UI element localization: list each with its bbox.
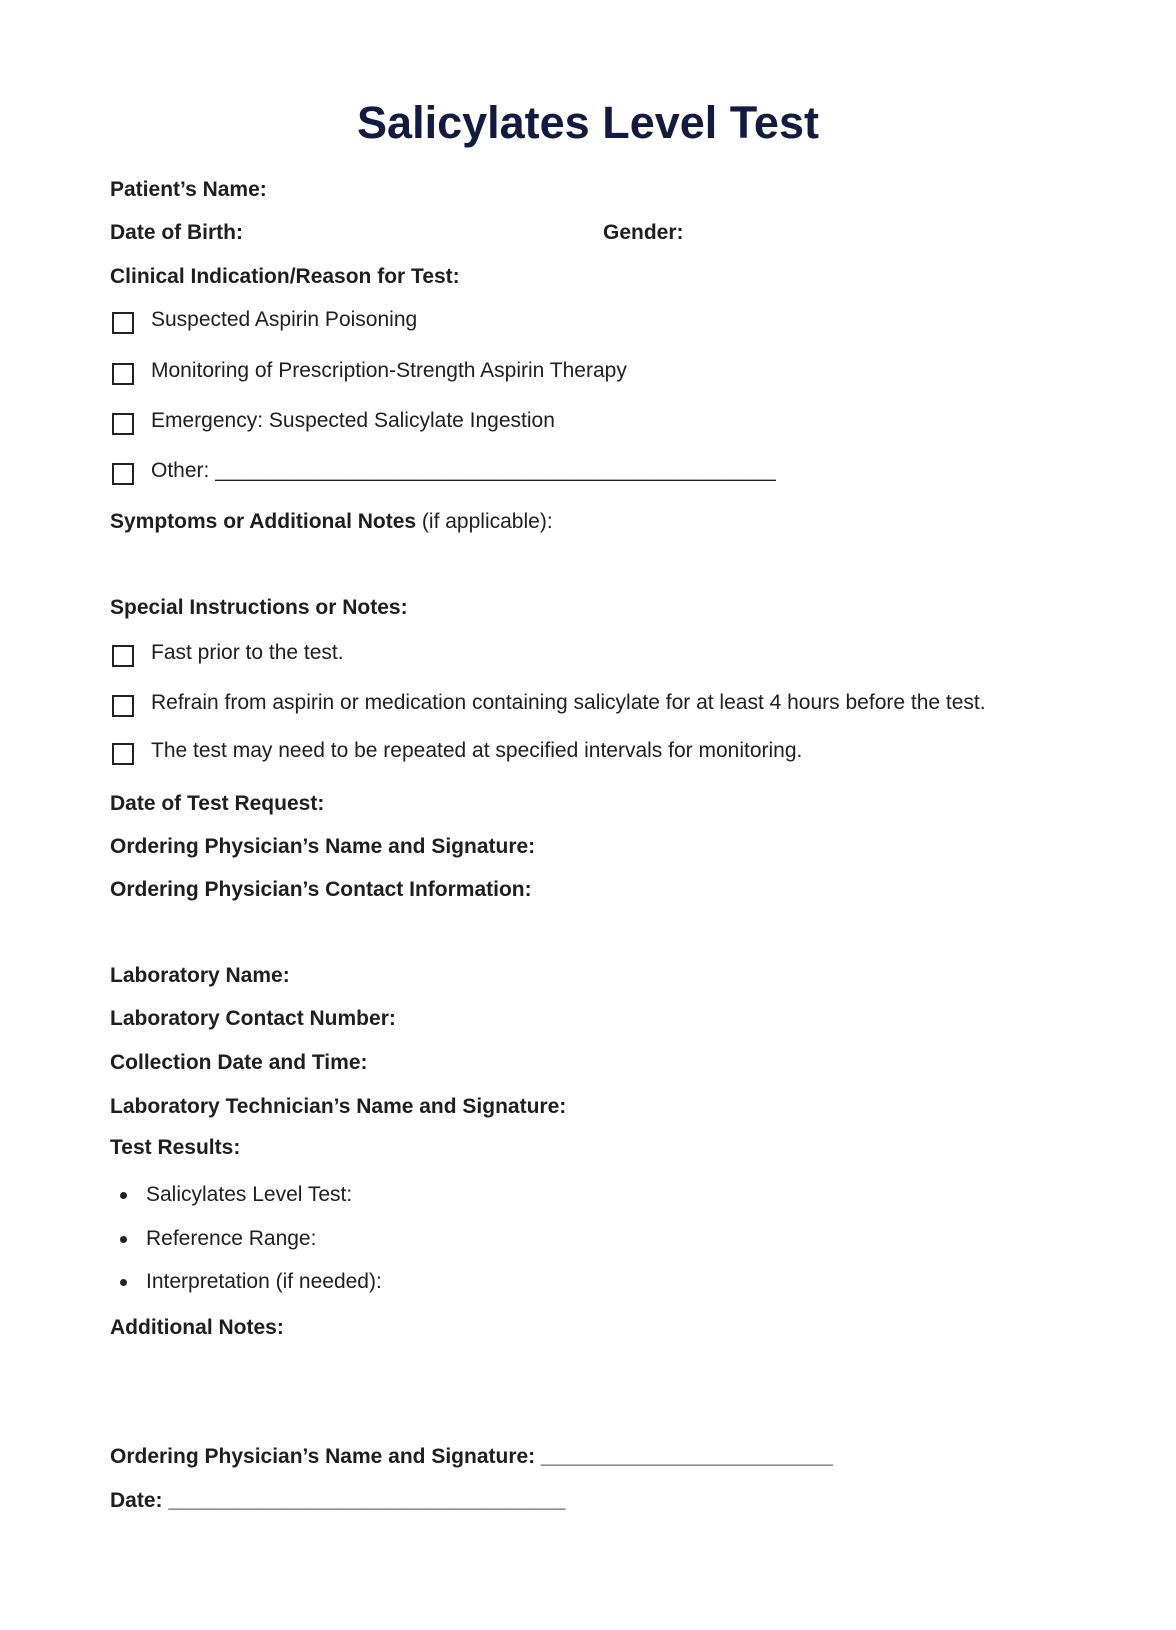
lab-name-label: Laboratory Name: — [110, 964, 290, 987]
technician-label: Laboratory Technician’s Name and Signature: — [110, 1095, 567, 1118]
option-label: Refrain from aspirin or medication containing salicylate for at least 4 hours before the test. — [151, 691, 986, 714]
special-option[interactable] — [112, 690, 986, 716]
date-request-label: Date of Test Request: — [110, 792, 325, 815]
gender-label: Gender: — [603, 221, 684, 244]
collection-label: Collection Date and Time: — [110, 1051, 368, 1074]
result-item — [120, 1226, 316, 1252]
indication-option[interactable] — [112, 358, 627, 384]
option-label: Emergency: Suspected Salicylate Ingestion — [151, 409, 555, 432]
symptoms-label-suffix: (if applicable): — [416, 510, 553, 533]
checkbox[interactable] — [112, 463, 134, 485]
result-label: Interpretation (if needed): — [146, 1270, 382, 1293]
dob-label: Date of Birth: — [110, 221, 243, 244]
checkbox[interactable] — [112, 695, 134, 717]
result-label: Reference Range: — [146, 1227, 317, 1250]
physician-signature-label: Ordering Physician’s Name and Signature: — [110, 835, 536, 858]
test-results-label: Test Results: — [110, 1136, 241, 1159]
page-title: Salicylates Level Test — [357, 97, 819, 148]
special-instructions-label: Special Instructions or Notes: — [110, 596, 408, 619]
symptoms-label — [110, 509, 553, 535]
result-label: Salicylates Level Test: — [146, 1183, 353, 1206]
result-item — [120, 1269, 382, 1295]
option-label: The test may need to be repeated at specified intervals for monitoring. — [151, 739, 803, 762]
physician-contact-label: Ordering Physician’s Contact Information: — [110, 878, 532, 901]
option-label: Suspected Aspirin Poisoning — [151, 308, 418, 331]
lab-contact-label: Laboratory Contact Number: — [110, 1007, 396, 1030]
checkbox[interactable] — [112, 743, 134, 765]
checkbox[interactable] — [112, 645, 134, 667]
bullet-icon — [120, 1279, 127, 1286]
special-option[interactable] — [112, 640, 344, 666]
option-label: Other: ________________________________________________ — [151, 459, 776, 482]
bullet-icon — [120, 1192, 127, 1199]
checkbox[interactable] — [112, 413, 134, 435]
checkbox[interactable] — [112, 312, 134, 334]
option-label: Fast prior to the test. — [151, 641, 344, 664]
indication-option[interactable] — [112, 408, 555, 434]
indication-option[interactable] — [112, 307, 417, 333]
clinical-indication-label: Clinical Indication/Reason for Test: — [110, 265, 460, 288]
result-item — [120, 1182, 352, 1208]
bullet-icon — [120, 1236, 127, 1243]
option-label: Monitoring of Prescription-Strength Aspirin Therapy — [151, 359, 627, 382]
patient-name-label: Patient’s Name: — [110, 178, 267, 201]
special-option[interactable] — [112, 738, 802, 764]
symptoms-label-bold: Symptoms or Additional Notes — [110, 510, 417, 533]
additional-notes-label: Additional Notes: — [110, 1316, 284, 1339]
footer-physician-signature: Ordering Physician’s Name and Signature: _________________________ — [110, 1445, 833, 1468]
indication-option-other[interactable] — [112, 458, 776, 484]
checkbox[interactable] — [112, 363, 134, 385]
footer-date: Date: __________________________________ — [110, 1489, 566, 1512]
